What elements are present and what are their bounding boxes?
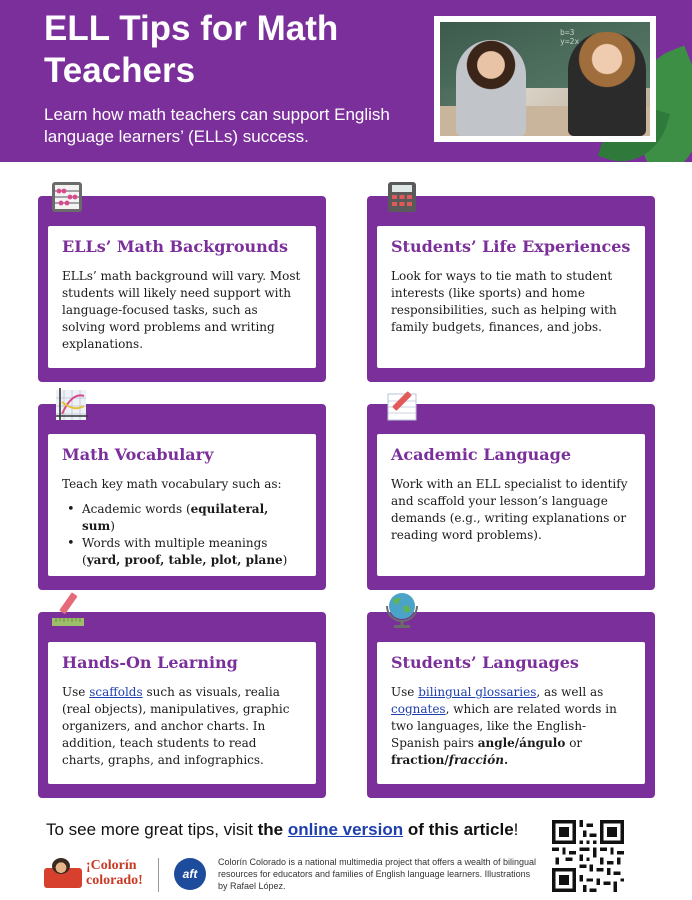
card-text: ELLs’ math background will vary. Most students will likely need support with language-focused tasks, such as solving word problems and writing explanations. bbox=[62, 269, 301, 351]
header-banner bbox=[0, 0, 692, 162]
card-text: Work with an ELL specialist to identify and scaffold your lesson’s language demands (e.g., writing explanations or reading word problems). bbox=[391, 477, 628, 542]
card-body bbox=[48, 226, 316, 368]
header-photo bbox=[434, 16, 656, 142]
card-text: Use bilingual glossaries, as well as cognates, which are related words in two languages, like the English-Spanish pairs angle/ángulo or fraction/fracción. bbox=[391, 685, 617, 767]
card-hands-on-learning bbox=[38, 612, 326, 798]
card-title: Students’ Life Experiences bbox=[391, 237, 631, 256]
card-text: Use scaffolds such as visuals, realia (real objects), manipulatives, graphic organizers, and anchor charts. In addition, teach students to read charts, graphs, and infographics. bbox=[62, 685, 290, 767]
pencil-ruler-icon bbox=[48, 590, 88, 630]
card-math-backgrounds bbox=[38, 196, 326, 382]
online-version-link[interactable]: online version bbox=[287, 820, 404, 839]
calculator-icon bbox=[385, 180, 419, 214]
abacus-icon bbox=[50, 180, 84, 214]
card-title: ELLs’ Math Backgrounds bbox=[62, 237, 288, 256]
card-math-vocabulary bbox=[38, 404, 326, 590]
globe-icon bbox=[383, 590, 421, 630]
graph-icon bbox=[52, 386, 90, 424]
teacher-figure bbox=[568, 32, 646, 136]
footer-divider bbox=[158, 858, 159, 892]
chalkboard-scribble: b=3 y=2x bbox=[560, 28, 580, 46]
card-title: Hands-On Learning bbox=[62, 653, 238, 672]
footer-tip: To see more great tips, visit the online version of this article! bbox=[46, 820, 519, 839]
scaffolds-link[interactable]: scaffolds bbox=[89, 685, 143, 699]
card-body bbox=[48, 434, 316, 576]
notepad-pencil-icon bbox=[385, 388, 419, 422]
card-title: Academic Language bbox=[391, 445, 572, 464]
card-body bbox=[48, 642, 316, 784]
card-life-experiences bbox=[367, 196, 655, 382]
list-item: • Words with multiple meanings (yard, proof, table, plot, plane) bbox=[62, 535, 302, 569]
card-body bbox=[377, 226, 645, 368]
qr-code-icon[interactable] bbox=[552, 820, 624, 892]
card-title: Math Vocabulary bbox=[62, 445, 214, 464]
aft-logo: aft bbox=[174, 858, 206, 890]
card-students-languages bbox=[367, 612, 655, 798]
reader-icon bbox=[52, 858, 70, 874]
page-subtitle: Learn how math teachers can support English language learners’ (ELLs) success. bbox=[44, 105, 390, 146]
card-title: Students’ Languages bbox=[391, 653, 579, 672]
bilingual-glossaries-link[interactable]: bilingual glossaries bbox=[418, 685, 537, 699]
card-body bbox=[377, 434, 645, 576]
colorin-colorado-logo bbox=[42, 856, 150, 892]
card-text: Look for ways to tie math to student interests (like sports) and home responsibilities, such as helping with family budgets, finances, and jobs. bbox=[391, 269, 617, 334]
list-item: • Academic words (equilateral, sum) bbox=[62, 501, 302, 535]
vocabulary-list bbox=[62, 501, 302, 569]
cognates-link[interactable]: cognates bbox=[391, 702, 446, 716]
student-figure bbox=[456, 40, 526, 136]
page-title: ELL Tips for Math Teachers bbox=[44, 9, 339, 90]
teacher-student-photo bbox=[440, 22, 650, 136]
card-body bbox=[377, 642, 645, 784]
logo-text: ¡Colorín colorado! bbox=[86, 858, 143, 888]
footer-credit: Colorín Colorado is a national multimedia project that offers a wealth of bilingual resources for educators and families of English language learners. Illustrations by Rafael López. bbox=[218, 857, 537, 891]
card-academic-language bbox=[367, 404, 655, 590]
card-text: Teach key math vocabulary such as: bbox=[62, 477, 282, 491]
